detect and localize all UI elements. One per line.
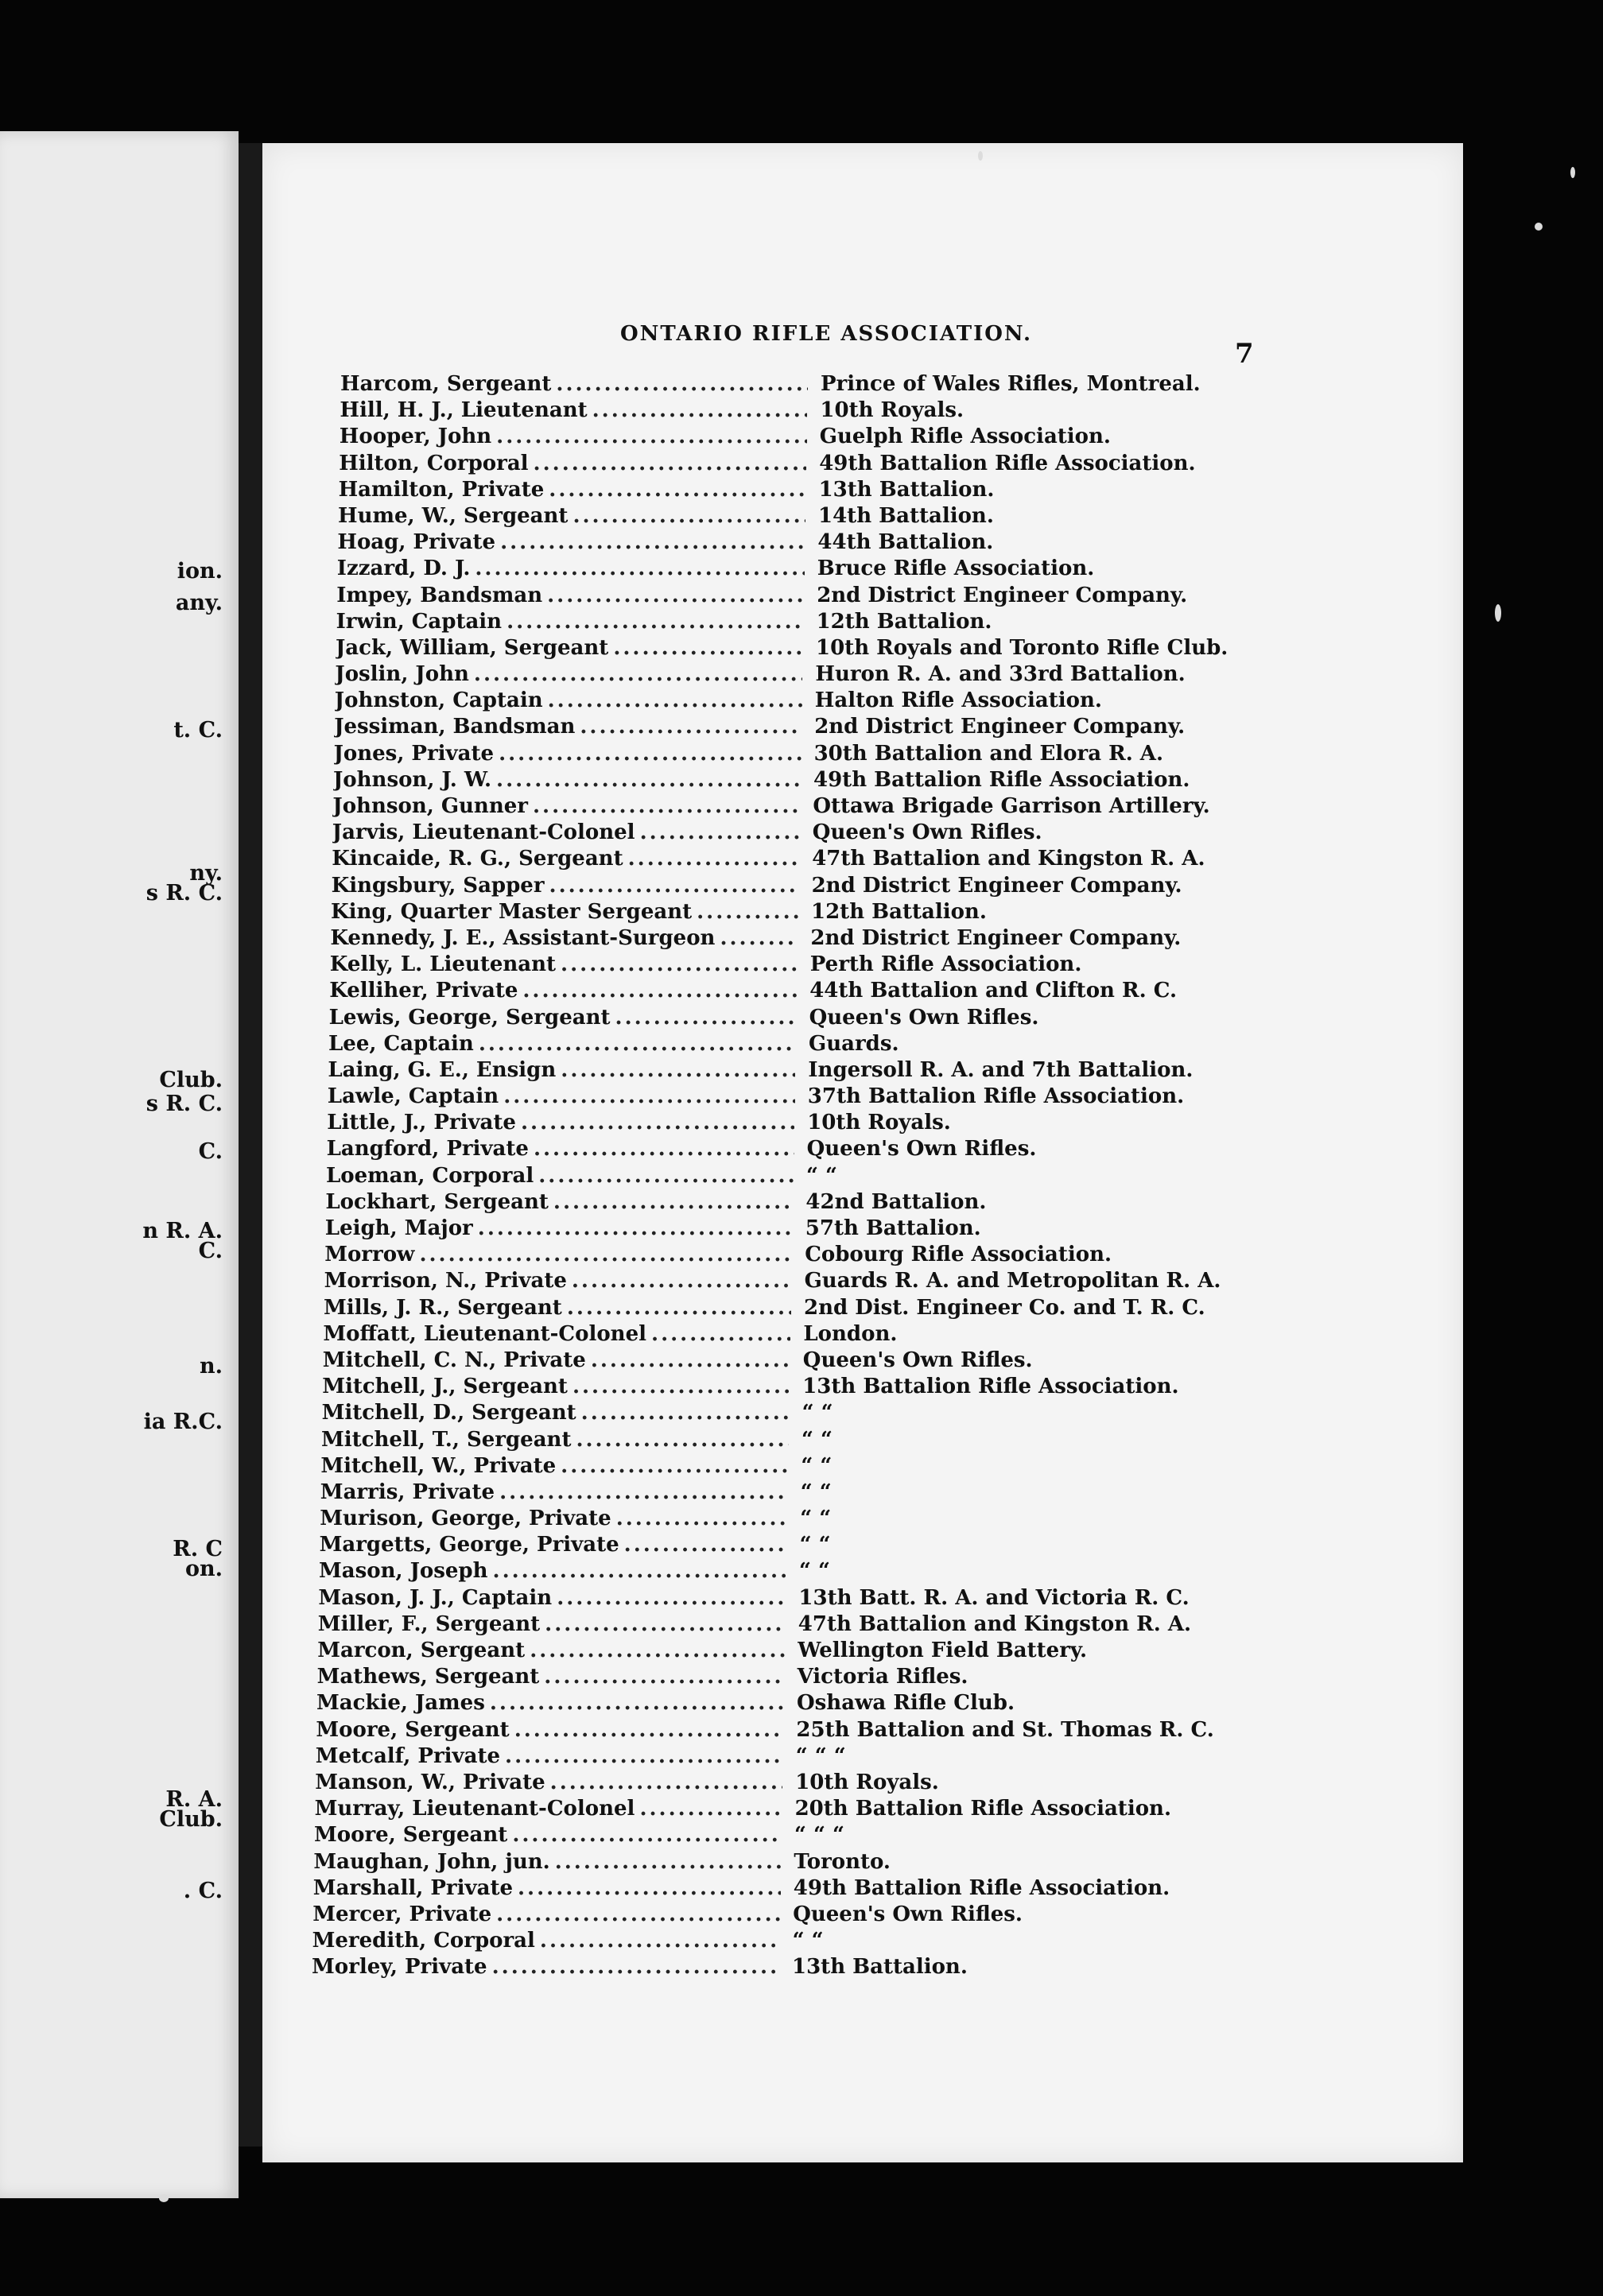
list-item [340, 372, 1256, 398]
leader-dots [496, 425, 807, 448]
member-name: Lawle, Captain [327, 1084, 499, 1109]
member-unit: Wellington Field Battery. [798, 1639, 1088, 1662]
list-item [335, 662, 1256, 688]
member-unit: Guards. [809, 1031, 899, 1056]
member-unit: Ingersoll R. A. and 7th Battalion. [808, 1057, 1194, 1082]
leader-dots [507, 610, 804, 634]
leader-dots [549, 874, 799, 898]
leader-dots [534, 452, 807, 475]
member-name: Irwin, Captain [336, 609, 503, 634]
list-item [332, 794, 1256, 820]
list-item [331, 900, 1256, 926]
list-item [334, 715, 1256, 741]
leader-dots [474, 662, 803, 686]
leader-dots [547, 584, 804, 607]
member-unit: 12th Battalion. [811, 899, 987, 924]
left-page-fragment: R. C [173, 1537, 223, 1561]
member-name: Mason, J. J., Captain [318, 1585, 553, 1610]
leader-dots [613, 636, 803, 660]
list-item [321, 1428, 1256, 1454]
list-item [328, 1058, 1256, 1084]
member-name: Izzard, D. J. [336, 557, 471, 581]
member-unit: 13th Battalion. [818, 477, 995, 502]
list-item [317, 1665, 1256, 1691]
leader-dots [493, 1559, 786, 1583]
member-unit: 30th Battalion and Elora R. A. [813, 741, 1164, 766]
member-unit: 2nd District Engineer Company. [814, 715, 1186, 739]
list-item [315, 1797, 1256, 1823]
list-item [327, 1111, 1256, 1137]
leader-dots [544, 1665, 784, 1689]
list-item [312, 1902, 1256, 1929]
member-unit: 44th Battalion. [817, 530, 994, 555]
member-unit: Guards R. A. and Metropolitan R. A. [804, 1269, 1221, 1293]
leader-dots [591, 1348, 790, 1372]
member-name: Hooper, John [339, 425, 492, 449]
list-item [332, 847, 1256, 873]
member-unit: “ “ [799, 1533, 831, 1557]
left-page-fragment: n R. A. [142, 1219, 223, 1243]
member-unit: 20th Battalion Rifle Association. [794, 1797, 1171, 1821]
list-item [332, 874, 1256, 900]
book-gutter [239, 143, 262, 2147]
member-list [302, 372, 1256, 1981]
member-unit: Halton Rifle Association. [814, 688, 1102, 713]
left-page-fragment: C. [198, 1139, 223, 1164]
list-item [316, 1744, 1256, 1770]
member-name: Margetts, George, Private [319, 1533, 619, 1557]
member-name: Moore, Sergeant [316, 1717, 510, 1742]
list-item [323, 1322, 1256, 1348]
list-item [317, 1639, 1256, 1665]
dust-speck [159, 2194, 169, 2202]
member-name: Morrison, N., Private [324, 1269, 567, 1293]
member-unit: Cobourg Rifle Association. [805, 1243, 1112, 1267]
member-name: Harcom, Sergeant [340, 372, 552, 396]
left-page-fragment: t. C. [173, 718, 223, 743]
list-item [338, 504, 1256, 530]
member-name: Kennedy, J. E., Assistant-Surgeon [330, 925, 716, 950]
member-unit: “ “ [799, 1559, 830, 1584]
leader-dots [556, 372, 808, 396]
list-item [336, 584, 1256, 610]
member-name: Laing, G. E., Ensign [328, 1057, 557, 1082]
leader-dots [555, 1850, 782, 1874]
list-item [335, 688, 1256, 715]
list-item [324, 1269, 1256, 1295]
leader-dots [490, 1691, 784, 1715]
member-unit: 2nd Dist. Engineer Co. and T. R. C. [804, 1295, 1205, 1320]
member-unit: “ “ [802, 1401, 833, 1425]
list-item [325, 1190, 1256, 1216]
list-item [312, 1929, 1256, 1955]
leader-dots [572, 1269, 792, 1293]
leader-dots [549, 478, 805, 502]
list-item [329, 1006, 1256, 1032]
list-item [320, 1533, 1256, 1559]
member-name: Kincaide, R. G., Sergeant [332, 847, 623, 871]
member-name: Hilton, Corporal [339, 451, 529, 475]
member-name: Johnson, Gunner [332, 794, 528, 818]
list-item [340, 425, 1256, 451]
left-page-fragment: C. [198, 1239, 223, 1263]
member-unit: 13th Battalion. [792, 1955, 968, 1980]
member-unit: Ottawa Brigade Garrison Artillery. [813, 794, 1210, 818]
list-item [332, 820, 1256, 847]
leader-dots [492, 1955, 779, 1979]
list-item [323, 1348, 1256, 1375]
dust-speck [1495, 604, 1501, 622]
member-unit: Queen's Own Rifles. [793, 1902, 1023, 1926]
member-name: Mitchell, W., Private [320, 1453, 557, 1478]
member-name: Mathews, Sergeant [316, 1665, 540, 1689]
list-item [327, 1137, 1256, 1163]
left-page-fragment: ny. [189, 861, 223, 886]
list-item [324, 1243, 1256, 1269]
list-item [316, 1718, 1256, 1744]
leader-dots [512, 1823, 782, 1847]
leader-dots [697, 900, 798, 924]
member-unit: 42nd Battalion. [805, 1189, 987, 1214]
list-item [339, 478, 1256, 504]
member-unit: Queen's Own Rifles. [806, 1137, 1037, 1162]
list-item [337, 557, 1256, 583]
member-name: Lockhart, Sergeant [325, 1189, 549, 1214]
leader-dots [576, 1428, 789, 1452]
left-page-fragment: s R. C. [146, 881, 223, 906]
leader-dots [475, 557, 804, 580]
list-item [313, 1876, 1256, 1902]
member-unit: Guelph Rifle Association. [819, 425, 1111, 449]
member-name: Murray, Lieutenant-Colonel [314, 1797, 635, 1821]
leader-dots [616, 1507, 788, 1530]
leader-dots [572, 1375, 790, 1398]
member-name: King, Quarter Master Sergeant [331, 899, 693, 924]
member-name: Moffatt, Lieutenant-Colonel [323, 1321, 647, 1346]
list-item [326, 1164, 1256, 1190]
list-item [322, 1401, 1256, 1427]
left-page-fragment: . C. [183, 1879, 223, 1903]
member-name: Mercer, Private [312, 1902, 492, 1926]
member-name: Manson, W., Private [315, 1770, 545, 1794]
list-item [320, 1507, 1256, 1533]
list-item [330, 952, 1256, 979]
leader-dots [572, 504, 805, 528]
member-unit: Toronto. [794, 1849, 891, 1874]
list-item [340, 398, 1256, 425]
member-unit: 37th Battalion Rifle Association. [807, 1084, 1185, 1109]
member-unit: 10th Royals. [807, 1111, 951, 1135]
member-unit: “ “ [802, 1427, 833, 1452]
member-unit: 2nd District Engineer Company. [810, 925, 1182, 950]
member-name: Morrow [324, 1243, 415, 1267]
member-name: Miller, F., Sergeant [317, 1611, 541, 1636]
member-name: Little, J., Private [327, 1111, 516, 1135]
leader-dots [522, 979, 797, 1003]
leader-dots [533, 794, 800, 818]
member-name: Johnston, Captain [334, 688, 543, 713]
leader-dots [624, 1533, 787, 1557]
leader-dots [479, 1032, 796, 1056]
leader-dots [500, 530, 805, 554]
member-name: Murison, George, Private [320, 1507, 611, 1531]
leader-dots [581, 1401, 790, 1425]
list-item [328, 1084, 1256, 1111]
leader-dots [651, 1322, 790, 1346]
member-unit: 13th Battalion Rifle Association. [802, 1375, 1179, 1399]
member-unit: Victoria Rifles. [797, 1665, 968, 1689]
dust-speck [1535, 223, 1543, 231]
list-item [315, 1770, 1256, 1797]
list-item [334, 742, 1256, 768]
member-name: Hill, H. J., Lieutenant [340, 398, 588, 423]
member-name: Mackie, James [316, 1691, 485, 1716]
member-name: Kelliher, Private [329, 979, 518, 1003]
left-page-fragment: s R. C. [146, 1092, 223, 1116]
member-unit: 47th Battalion and Kingston R. A. [798, 1611, 1192, 1636]
list-item [319, 1559, 1256, 1585]
leader-dots [561, 1454, 788, 1478]
leader-dots [557, 1586, 786, 1610]
list-item [316, 1691, 1256, 1717]
member-unit: 49th Battalion Rifle Association. [813, 767, 1190, 792]
member-name: Kelly, L. Lieutenant [329, 952, 557, 977]
member-unit: 47th Battalion and Kingston R. A. [812, 847, 1205, 871]
leader-dots [518, 1876, 781, 1900]
member-unit: “ “ [801, 1453, 833, 1478]
leader-dots [548, 688, 802, 712]
member-name: Mason, Joseph [319, 1559, 488, 1584]
list-item [329, 979, 1256, 1005]
leader-dots [499, 742, 802, 766]
member-unit: “ “ [800, 1507, 832, 1531]
member-name: Mitchell, J., Sergeant [322, 1375, 568, 1399]
leader-dots [628, 847, 800, 871]
member-name: Jones, Private [333, 741, 495, 766]
list-item [330, 926, 1256, 952]
member-name: Loeman, Corporal [326, 1163, 534, 1188]
member-name: Joslin, John [335, 662, 469, 687]
leader-dots [592, 398, 808, 422]
leader-dots [514, 1718, 784, 1742]
leader-dots [540, 1929, 780, 1953]
member-name: Johnson, J. W. [333, 767, 492, 792]
member-unit: London. [803, 1321, 898, 1346]
leader-dots [496, 768, 801, 792]
member-unit: Oshawa Rifle Club. [797, 1691, 1015, 1716]
member-unit: 14th Battalion. [818, 503, 994, 528]
member-name: Moore, Sergeant [314, 1823, 508, 1848]
list-item [314, 1823, 1256, 1849]
leader-dots [615, 1006, 797, 1030]
member-unit: “ “ [792, 1929, 824, 1953]
left-page-fragment: Club. [159, 1807, 223, 1832]
left-page-fragment: Club. [159, 1068, 223, 1092]
member-unit: 57th Battalion. [805, 1216, 981, 1240]
member-unit: 10th Royals. [795, 1770, 939, 1794]
leader-dots [640, 820, 800, 844]
member-unit: Queen's Own Rifles. [812, 820, 1042, 845]
leader-dots [567, 1296, 791, 1320]
member-unit: Bruce Rifle Association. [817, 557, 1095, 581]
member-unit: Queen's Own Rifles. [809, 1005, 1039, 1030]
member-unit: “ “ [800, 1480, 832, 1504]
member-unit: 10th Royals. [820, 398, 965, 423]
member-unit: Perth Rifle Association. [809, 952, 1082, 977]
member-name: Jack, William, Sergeant [336, 635, 609, 660]
leader-dots [580, 715, 802, 739]
left-page-fragment: ion. [177, 559, 223, 584]
leader-dots [499, 1480, 788, 1504]
list-item [328, 1032, 1256, 1058]
member-unit: 25th Battalion and St. Thomas R. C. [796, 1717, 1214, 1742]
page-header: ONTARIO RIFLE ASSOCIATION. [620, 322, 1033, 346]
leader-dots [553, 1190, 793, 1214]
leader-dots [550, 1770, 783, 1794]
list-item [320, 1480, 1256, 1507]
member-unit: Huron R. A. and 33rd Battalion. [815, 662, 1186, 687]
leader-dots [478, 1216, 793, 1240]
member-unit: “ “ [806, 1163, 837, 1188]
member-unit: 2nd District Engineer Company. [811, 873, 1182, 898]
member-unit: 49th Battalion Rifle Association. [793, 1875, 1170, 1900]
leader-dots [496, 1902, 780, 1926]
left-page-fragment: ia R.C. [143, 1410, 223, 1434]
member-name: Jessiman, Bandsman [334, 715, 576, 739]
list-item [337, 530, 1256, 557]
member-unit: 2nd District Engineer Company. [817, 583, 1188, 607]
list-item [320, 1454, 1256, 1480]
member-unit: 49th Battalion Rifle Association. [819, 451, 1196, 475]
leader-dots [561, 952, 798, 976]
left-page-fragment: R. A. [165, 1787, 223, 1812]
leader-dots [720, 926, 798, 950]
leader-dots [505, 1744, 783, 1768]
page-number: 7 [1235, 338, 1254, 370]
member-name: Jarvis, Lieutenant-Colonel [332, 820, 635, 845]
list-item [336, 636, 1256, 662]
member-name: Marshall, Private [312, 1875, 513, 1900]
member-name: Maughan, John, jun. [313, 1849, 550, 1874]
leader-dots [521, 1111, 794, 1134]
member-unit: 13th Batt. R. A. and Victoria R. C. [798, 1585, 1190, 1610]
member-name: Hoag, Private [337, 530, 496, 555]
list-item [325, 1216, 1256, 1243]
member-unit: 12th Battalion. [816, 609, 992, 634]
member-name: Mills, J. R., Sergeant [324, 1295, 562, 1320]
leader-dots [545, 1612, 786, 1636]
left-page-fragment: on. [184, 1557, 223, 1581]
list-item [318, 1586, 1256, 1612]
member-unit: “ “ “ [795, 1743, 846, 1768]
member-name: Lewis, George, Sergeant [328, 1005, 611, 1030]
list-item [318, 1612, 1256, 1639]
leader-dots [530, 1639, 785, 1662]
member-name: Hume, W., Sergeant [338, 503, 569, 528]
leader-dots [534, 1137, 794, 1161]
list-item [322, 1375, 1256, 1401]
list-item [324, 1296, 1256, 1322]
leader-dots [639, 1797, 782, 1821]
list-item [336, 610, 1256, 636]
member-unit: Prince of Wales Rifles, Montreal. [821, 372, 1201, 396]
member-name: Langford, Private [326, 1137, 529, 1162]
member-name: Impey, Bandsman [336, 583, 543, 607]
member-name: Hamilton, Private [338, 477, 545, 502]
member-name: Leigh, Major [324, 1216, 473, 1240]
member-name: Kingsbury, Sapper [331, 873, 545, 898]
list-item [333, 768, 1256, 794]
member-name: Mitchell, D., Sergeant [321, 1401, 576, 1425]
list-item [313, 1850, 1256, 1876]
member-name: Metcalf, Private [315, 1743, 501, 1768]
member-unit: Queen's Own Rifles. [802, 1348, 1033, 1372]
left-page-fragment: n. [199, 1354, 223, 1379]
list-item [339, 452, 1256, 478]
list-item [312, 1955, 1256, 1981]
member-name: Mitchell, C. N., Private [322, 1348, 586, 1372]
member-name: Lee, Captain [328, 1031, 474, 1056]
leader-dots [538, 1164, 794, 1188]
dust-speck [1570, 167, 1575, 178]
member-name: Mitchell, T., Sergeant [321, 1427, 572, 1452]
member-unit: 44th Battalion and Clifton R. C. [809, 979, 1177, 1003]
member-name: Morley, Private [312, 1955, 487, 1980]
leader-dots [503, 1084, 795, 1108]
member-name: Marcon, Sergeant [317, 1639, 526, 1662]
member-unit: 10th Royals and Toronto Rifle Club. [816, 635, 1228, 660]
leader-dots [419, 1243, 792, 1266]
member-name: Meredith, Corporal [312, 1929, 535, 1953]
member-unit: “ “ “ [794, 1823, 844, 1848]
left-page-fragment: any. [175, 591, 223, 615]
member-name: Marris, Private [320, 1480, 495, 1504]
leader-dots [561, 1058, 795, 1082]
